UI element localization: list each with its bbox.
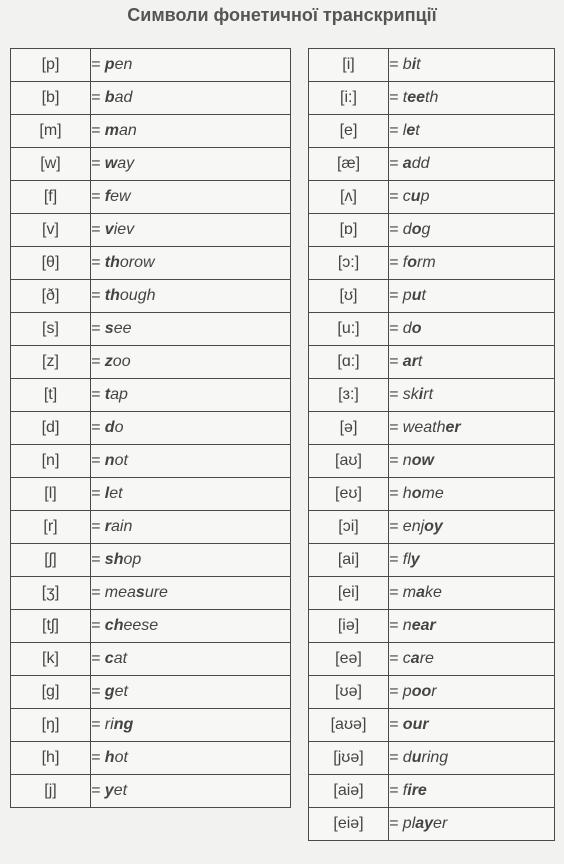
example-word bbox=[389, 742, 555, 775]
equals-sign: = bbox=[91, 353, 105, 370]
example-word bbox=[389, 610, 555, 643]
word-suffix: t bbox=[417, 353, 423, 370]
example-word bbox=[389, 49, 555, 82]
word-prefix: p bbox=[402, 683, 412, 700]
word-highlight: sh bbox=[104, 551, 124, 568]
table-row bbox=[11, 247, 291, 280]
equals-sign: = bbox=[91, 320, 105, 337]
word-suffix: g bbox=[421, 221, 431, 238]
word-suffix: t bbox=[421, 287, 426, 304]
table-row bbox=[309, 379, 555, 412]
table-row bbox=[309, 808, 555, 841]
equals-sign: = bbox=[389, 353, 403, 370]
phonetic-symbol: [ʒ] bbox=[11, 577, 91, 610]
page-title: Символи фонетичної транскрипції bbox=[127, 5, 437, 25]
equals-sign: = bbox=[389, 155, 403, 172]
word-highlight: ee bbox=[407, 89, 426, 106]
word-suffix: r bbox=[431, 683, 437, 700]
phonetic-symbol: [w] bbox=[11, 148, 91, 181]
table-row bbox=[11, 676, 291, 709]
phonetic-symbol: [h] bbox=[11, 742, 91, 775]
example-word bbox=[389, 445, 555, 478]
example-word bbox=[389, 544, 555, 577]
equals-sign: = bbox=[91, 56, 105, 73]
example-word bbox=[91, 148, 291, 181]
phonetic-symbol: [j] bbox=[11, 775, 91, 808]
example-word bbox=[91, 82, 291, 115]
table-row bbox=[11, 379, 291, 412]
example-word bbox=[389, 709, 555, 742]
word-highlight: i bbox=[411, 56, 417, 73]
equals-sign: = bbox=[91, 452, 105, 469]
phonetic-symbol: [p] bbox=[11, 49, 91, 82]
word-suffix: orow bbox=[119, 254, 155, 271]
phonetic-symbol: [ə] bbox=[309, 412, 389, 445]
equals-sign: = bbox=[389, 749, 403, 766]
table-row bbox=[11, 775, 291, 808]
table-row bbox=[309, 676, 555, 709]
equals-sign: = bbox=[91, 89, 105, 106]
word-suffix: eese bbox=[123, 617, 159, 634]
word-suffix: th bbox=[425, 89, 439, 106]
table-row bbox=[309, 181, 555, 214]
word-suffix: ot bbox=[114, 749, 128, 766]
word-suffix: me bbox=[421, 485, 444, 502]
word-suffix: ring bbox=[421, 749, 449, 766]
example-word bbox=[389, 643, 555, 676]
equals-sign: = bbox=[389, 287, 403, 304]
table-row bbox=[309, 478, 555, 511]
example-word bbox=[91, 280, 291, 313]
word-highlight: g bbox=[104, 683, 115, 700]
word-prefix: enj bbox=[402, 518, 425, 535]
phonetic-symbol: [iə] bbox=[309, 610, 389, 643]
example-word bbox=[389, 82, 555, 115]
equals-sign: = bbox=[91, 518, 105, 535]
example-word bbox=[389, 247, 555, 280]
equals-sign: = bbox=[389, 320, 403, 337]
word-highlight: ng bbox=[113, 716, 134, 733]
example-word bbox=[389, 412, 555, 445]
example-word bbox=[389, 280, 555, 313]
table-row bbox=[309, 709, 555, 742]
word-highlight: s bbox=[104, 320, 114, 337]
word-highlight: th bbox=[104, 254, 120, 271]
table-row bbox=[11, 313, 291, 346]
example-word bbox=[91, 49, 291, 82]
example-word bbox=[91, 544, 291, 577]
equals-sign: = bbox=[91, 155, 105, 172]
word-prefix: c bbox=[402, 650, 411, 667]
word-prefix: c bbox=[402, 188, 411, 205]
example-word bbox=[91, 115, 291, 148]
word-highlight: ay bbox=[415, 815, 434, 832]
example-word bbox=[91, 511, 291, 544]
equals-sign: = bbox=[91, 584, 105, 601]
table-row bbox=[11, 742, 291, 775]
table-row bbox=[309, 544, 555, 577]
example-word bbox=[389, 511, 555, 544]
word-highlight: our bbox=[402, 716, 429, 733]
equals-sign: = bbox=[91, 122, 105, 139]
example-word bbox=[389, 346, 555, 379]
table-row bbox=[11, 82, 291, 115]
word-highlight: ar bbox=[402, 353, 418, 370]
table-row bbox=[309, 280, 555, 313]
phonetic-symbol: [ɜ:] bbox=[309, 379, 389, 412]
example-word bbox=[91, 379, 291, 412]
example-word bbox=[91, 313, 291, 346]
equals-sign: = bbox=[91, 287, 105, 304]
equals-sign: = bbox=[91, 683, 105, 700]
word-prefix: sk bbox=[402, 386, 419, 403]
word-highlight: a bbox=[402, 155, 412, 172]
word-prefix: d bbox=[402, 749, 412, 766]
word-suffix: o bbox=[114, 419, 124, 436]
word-highlight: oy bbox=[424, 518, 443, 535]
word-highlight: t bbox=[104, 386, 111, 403]
equals-sign: = bbox=[389, 683, 403, 700]
word-highlight: o bbox=[411, 221, 422, 238]
vowels-table bbox=[308, 48, 555, 841]
table-row bbox=[309, 148, 555, 181]
example-word bbox=[389, 379, 555, 412]
table-row bbox=[11, 544, 291, 577]
word-suffix: op bbox=[123, 551, 142, 568]
equals-sign: = bbox=[389, 89, 403, 106]
example-word bbox=[91, 445, 291, 478]
example-word bbox=[91, 643, 291, 676]
equals-sign: = bbox=[389, 584, 403, 601]
phonetic-symbol: [v] bbox=[11, 214, 91, 247]
word-highlight: a bbox=[410, 650, 420, 667]
equals-sign: = bbox=[91, 749, 105, 766]
phonetic-symbol: [ɑ:] bbox=[309, 346, 389, 379]
word-highlight: oo bbox=[411, 683, 432, 700]
word-highlight: i bbox=[418, 386, 424, 403]
phonetic-symbol: [eʊ] bbox=[309, 478, 389, 511]
table-row bbox=[309, 313, 555, 346]
word-highlight: b bbox=[104, 89, 115, 106]
word-highlight: v bbox=[104, 221, 114, 238]
table-row bbox=[309, 577, 555, 610]
equals-sign: = bbox=[91, 617, 105, 634]
phonetic-symbol: [s] bbox=[11, 313, 91, 346]
word-highlight: c bbox=[104, 650, 114, 667]
example-word bbox=[91, 346, 291, 379]
phonetic-symbol: [eə] bbox=[309, 643, 389, 676]
example-word bbox=[389, 313, 555, 346]
example-word bbox=[91, 775, 291, 808]
equals-sign: = bbox=[91, 254, 105, 271]
example-word bbox=[91, 478, 291, 511]
word-prefix: ri bbox=[104, 716, 114, 733]
example-word bbox=[91, 412, 291, 445]
equals-sign: = bbox=[91, 716, 105, 733]
word-prefix: b bbox=[402, 56, 412, 73]
example-word bbox=[91, 709, 291, 742]
word-suffix: ure bbox=[144, 584, 168, 601]
word-highlight: l bbox=[104, 485, 110, 502]
phonetic-symbol: [m] bbox=[11, 115, 91, 148]
table-row bbox=[309, 511, 555, 544]
word-suffix: ough bbox=[119, 287, 156, 304]
example-word bbox=[389, 148, 555, 181]
word-highlight: th bbox=[104, 287, 120, 304]
word-suffix: t bbox=[416, 56, 421, 73]
word-prefix: t bbox=[402, 89, 408, 106]
table-row bbox=[309, 742, 555, 775]
equals-sign: = bbox=[389, 518, 403, 535]
equals-sign: = bbox=[389, 122, 403, 139]
word-highlight: ear bbox=[411, 617, 436, 634]
word-suffix: at bbox=[113, 650, 128, 667]
equals-sign: = bbox=[389, 386, 403, 403]
word-suffix: et bbox=[113, 782, 128, 799]
table-row bbox=[11, 511, 291, 544]
word-highlight: y bbox=[410, 551, 420, 568]
equals-sign: = bbox=[389, 716, 403, 733]
table-row bbox=[11, 49, 291, 82]
equals-sign: = bbox=[91, 551, 105, 568]
phonetic-symbol: [b] bbox=[11, 82, 91, 115]
equals-sign: = bbox=[91, 782, 105, 799]
word-highlight: u bbox=[411, 287, 422, 304]
table-row bbox=[309, 412, 555, 445]
table-row bbox=[11, 610, 291, 643]
word-suffix: re bbox=[419, 650, 434, 667]
equals-sign: = bbox=[91, 386, 105, 403]
phonetic-symbol: [aʊə] bbox=[309, 709, 389, 742]
word-highlight: h bbox=[104, 749, 115, 766]
phonetic-symbol: [ɔ:] bbox=[309, 247, 389, 280]
phonetic-symbol: [f] bbox=[11, 181, 91, 214]
word-suffix: ee bbox=[113, 320, 132, 337]
phonetic-symbol: [e] bbox=[309, 115, 389, 148]
table-row bbox=[309, 247, 555, 280]
phonetic-symbol: [g] bbox=[11, 676, 91, 709]
word-highlight: er bbox=[445, 419, 461, 436]
example-word bbox=[91, 676, 291, 709]
phonetic-symbol: [t] bbox=[11, 379, 91, 412]
word-prefix: f bbox=[402, 254, 408, 271]
table-row bbox=[11, 478, 291, 511]
phonetic-symbol: [θ] bbox=[11, 247, 91, 280]
word-prefix: mea bbox=[104, 584, 136, 601]
example-word bbox=[389, 115, 555, 148]
phonetic-symbol: [ai] bbox=[309, 544, 389, 577]
word-suffix: ke bbox=[425, 584, 442, 601]
word-highlight: m bbox=[104, 122, 120, 139]
word-highlight: p bbox=[104, 56, 115, 73]
example-word bbox=[389, 808, 555, 841]
equals-sign: = bbox=[389, 782, 403, 799]
word-highlight: u bbox=[410, 188, 421, 205]
table-row bbox=[309, 610, 555, 643]
table-row bbox=[309, 445, 555, 478]
word-highlight: o bbox=[411, 485, 422, 502]
example-word bbox=[389, 577, 555, 610]
phonetic-symbol: [r] bbox=[11, 511, 91, 544]
word-highlight: n bbox=[104, 452, 115, 469]
word-prefix: fl bbox=[402, 551, 411, 568]
equals-sign: = bbox=[389, 815, 403, 832]
word-suffix: iev bbox=[113, 221, 135, 238]
phonetic-symbol: [ʌ] bbox=[309, 181, 389, 214]
word-highlight: ow bbox=[411, 452, 434, 469]
example-word bbox=[91, 577, 291, 610]
equals-sign: = bbox=[389, 221, 403, 238]
word-suffix: ay bbox=[117, 155, 135, 172]
word-highlight: w bbox=[104, 155, 118, 172]
word-highlight: o bbox=[411, 320, 422, 337]
word-highlight: d bbox=[104, 419, 115, 436]
word-suffix: en bbox=[114, 56, 133, 73]
phonetic-symbol: [ʊə] bbox=[309, 676, 389, 709]
phonetic-symbol: [tʃ] bbox=[11, 610, 91, 643]
word-highlight: ch bbox=[104, 617, 124, 634]
example-word bbox=[389, 676, 555, 709]
phonetic-symbol: [d] bbox=[11, 412, 91, 445]
consonants-table bbox=[10, 48, 291, 808]
table-row bbox=[11, 445, 291, 478]
phonetic-symbol: [n] bbox=[11, 445, 91, 478]
table-row bbox=[11, 709, 291, 742]
table-row bbox=[309, 643, 555, 676]
word-prefix: n bbox=[402, 617, 412, 634]
equals-sign: = bbox=[91, 221, 105, 238]
equals-sign: = bbox=[389, 617, 403, 634]
word-highlight: a bbox=[416, 584, 426, 601]
equals-sign: = bbox=[91, 485, 105, 502]
table-row bbox=[309, 775, 555, 808]
phonetic-symbol: [aiə] bbox=[309, 775, 389, 808]
phonetic-symbol: [u:] bbox=[309, 313, 389, 346]
equals-sign: = bbox=[389, 419, 403, 436]
phonetic-symbol: [ɔi] bbox=[309, 511, 389, 544]
word-suffix: et bbox=[114, 683, 128, 700]
word-prefix: m bbox=[402, 584, 417, 601]
table-row bbox=[309, 115, 555, 148]
equals-sign: = bbox=[389, 551, 403, 568]
word-highlight: o bbox=[407, 254, 418, 271]
word-suffix: et bbox=[109, 485, 123, 502]
example-word bbox=[91, 181, 291, 214]
equals-sign: = bbox=[389, 188, 403, 205]
phonetic-symbol: [aʊ] bbox=[309, 445, 389, 478]
equals-sign: = bbox=[389, 452, 403, 469]
table-row bbox=[309, 214, 555, 247]
table-row bbox=[11, 115, 291, 148]
word-suffix: ain bbox=[111, 518, 133, 535]
word-suffix: oo bbox=[112, 353, 131, 370]
table-row bbox=[11, 643, 291, 676]
word-prefix: d bbox=[402, 320, 412, 337]
phonetic-symbol: [eiə] bbox=[309, 808, 389, 841]
example-word bbox=[91, 610, 291, 643]
word-prefix: weath bbox=[402, 419, 446, 436]
word-highlight: u bbox=[411, 749, 422, 766]
phonetic-symbol: [ei] bbox=[309, 577, 389, 610]
equals-sign: = bbox=[389, 485, 403, 502]
example-word bbox=[91, 247, 291, 280]
equals-sign: = bbox=[91, 188, 105, 205]
phonetic-symbol: [ŋ] bbox=[11, 709, 91, 742]
phonetic-symbol: [ð] bbox=[11, 280, 91, 313]
table-row bbox=[309, 82, 555, 115]
word-prefix: d bbox=[402, 221, 412, 238]
word-highlight: r bbox=[104, 518, 112, 535]
example-word bbox=[91, 742, 291, 775]
equals-sign: = bbox=[389, 650, 403, 667]
word-suffix: ap bbox=[110, 386, 128, 403]
phonetic-symbol: [jʊə] bbox=[309, 742, 389, 775]
table-row bbox=[309, 346, 555, 379]
word-suffix: ew bbox=[110, 188, 131, 205]
table-row bbox=[309, 49, 555, 82]
word-highlight: z bbox=[104, 353, 113, 370]
table-row bbox=[11, 412, 291, 445]
example-word bbox=[389, 214, 555, 247]
word-suffix: rt bbox=[423, 386, 434, 403]
table-row bbox=[11, 280, 291, 313]
word-prefix: h bbox=[402, 485, 412, 502]
phonetic-symbol: [l] bbox=[11, 478, 91, 511]
phonetic-symbol: [i:] bbox=[309, 82, 389, 115]
table-row bbox=[11, 214, 291, 247]
example-word bbox=[389, 478, 555, 511]
example-word bbox=[91, 214, 291, 247]
phonetic-symbol: [ʊ] bbox=[309, 280, 389, 313]
phonetic-symbol: [æ] bbox=[309, 148, 389, 181]
table-row bbox=[11, 346, 291, 379]
equals-sign: = bbox=[389, 56, 403, 73]
word-suffix: p bbox=[420, 188, 430, 205]
table-row bbox=[11, 181, 291, 214]
table-row bbox=[11, 577, 291, 610]
equals-sign: = bbox=[389, 254, 403, 271]
table-row bbox=[11, 148, 291, 181]
example-word bbox=[389, 775, 555, 808]
example-word bbox=[389, 181, 555, 214]
word-highlight: s bbox=[135, 584, 145, 601]
word-suffix: ot bbox=[114, 452, 128, 469]
word-prefix: p bbox=[402, 287, 412, 304]
phonetic-symbol: [z] bbox=[11, 346, 91, 379]
word-prefix: n bbox=[402, 452, 412, 469]
word-suffix: er bbox=[433, 815, 448, 832]
word-suffix: t bbox=[415, 122, 420, 139]
word-prefix: l bbox=[402, 122, 407, 139]
word-highlight: f bbox=[104, 188, 111, 205]
equals-sign: = bbox=[91, 419, 105, 436]
word-suffix: ad bbox=[114, 89, 133, 106]
word-highlight: y bbox=[104, 782, 114, 799]
word-suffix: an bbox=[119, 122, 137, 139]
equals-sign: = bbox=[91, 650, 105, 667]
word-prefix: f bbox=[402, 782, 408, 799]
word-highlight: ire bbox=[407, 782, 427, 799]
phonetic-symbol: [ɒ] bbox=[309, 214, 389, 247]
word-suffix: dd bbox=[411, 155, 430, 172]
phonetic-symbol: [k] bbox=[11, 643, 91, 676]
word-highlight: e bbox=[406, 122, 416, 139]
phonetic-symbol: [i] bbox=[309, 49, 389, 82]
word-prefix: pl bbox=[402, 815, 416, 832]
word-suffix: rm bbox=[417, 254, 436, 271]
phonetic-symbol: [ʃ] bbox=[11, 544, 91, 577]
